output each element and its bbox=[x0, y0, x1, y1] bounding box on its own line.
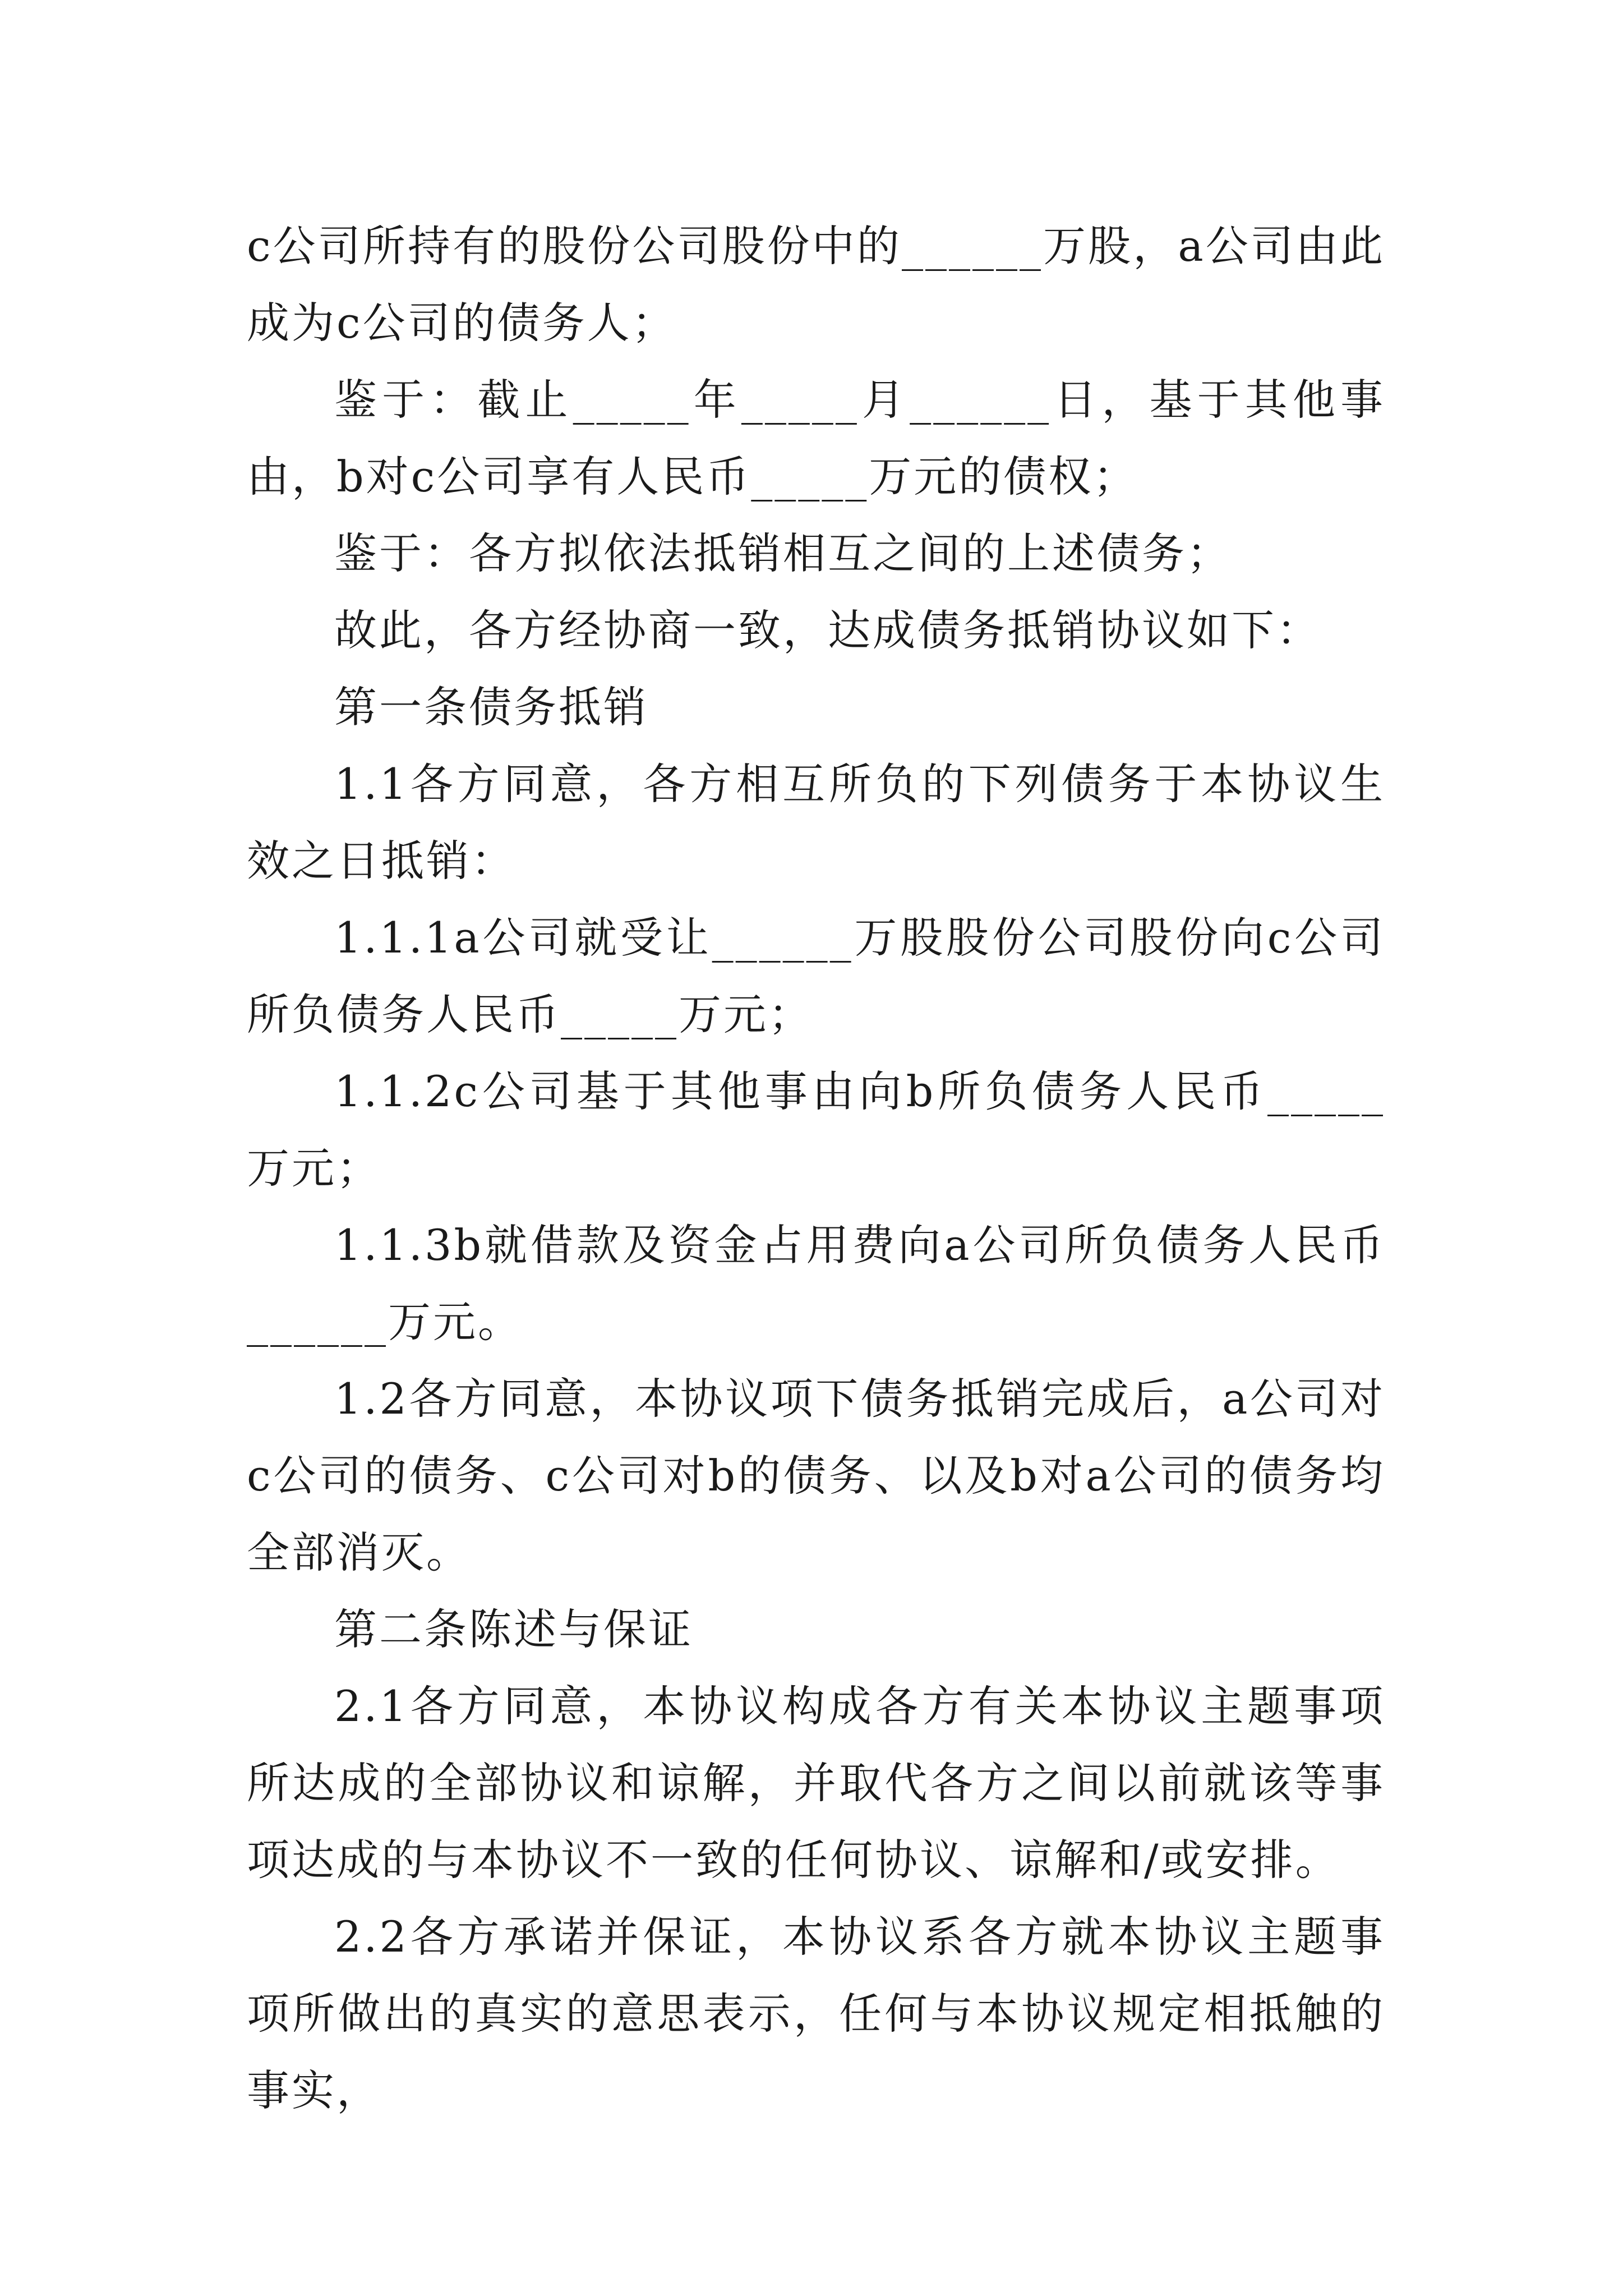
paragraph-debtor-status: c公司所持有的股份公司股份中的______万股，a公司由此成为c公司的债务人； bbox=[247, 221, 1385, 348]
clause-1-1-2: 1.1.2c公司基于其他事由向b所负债务人民币_____万元； bbox=[247, 1066, 1385, 1193]
article-1-heading: 第一条债务抵销 bbox=[334, 682, 648, 732]
paragraph-agreement-intro: 故此，各方经协商一致，达成债务抵销协议如下： bbox=[334, 605, 1321, 655]
clause-1-1-1: 1.1.1a公司就受让______万股股份公司股份向c公司所负债务人民币_____万元； bbox=[247, 913, 1385, 1039]
clause-2-1: 2.1各方同意，本协议构成各方有关本协议主题事项所达成的全部协议和谅解，并取代各方之间以前就该等事项达成的与本协议不一致的任何协议、谅解和/或安排。 bbox=[247, 1681, 1385, 1885]
paragraph-whereas-offset: 鉴于：各方拟依法抵销相互之间的上述债务； bbox=[334, 528, 1232, 578]
document-body bbox=[247, 208, 1385, 2129]
clause-1-1-3: 1.1.3b就借款及资金占用费向a公司所负债务人民币______万元。 bbox=[247, 1220, 1385, 1347]
paragraph-whereas-claim: 鉴于：截止_____年_____月______日，基于其他事由，b对c公司享有人民币_____万元的债权； bbox=[247, 375, 1385, 501]
clause-2-2: 2.2各方承诺并保证，本协议系各方就本协议主题事项所做出的真实的意思表示，任何与本协议规定相抵触的事实， bbox=[247, 1912, 1385, 2115]
article-2-heading: 第二条陈述与保证 bbox=[334, 1604, 693, 1654]
clause-1-2: 1.2各方同意，本协议项下债务抵销完成后，a公司对c公司的债务、c公司对b的债务、以及b对a公司的债务均全部消灭。 bbox=[247, 1374, 1385, 1577]
clause-1-1: 1.1各方同意，各方相互所负的下列债务于本协议生效之日抵销： bbox=[247, 759, 1385, 886]
